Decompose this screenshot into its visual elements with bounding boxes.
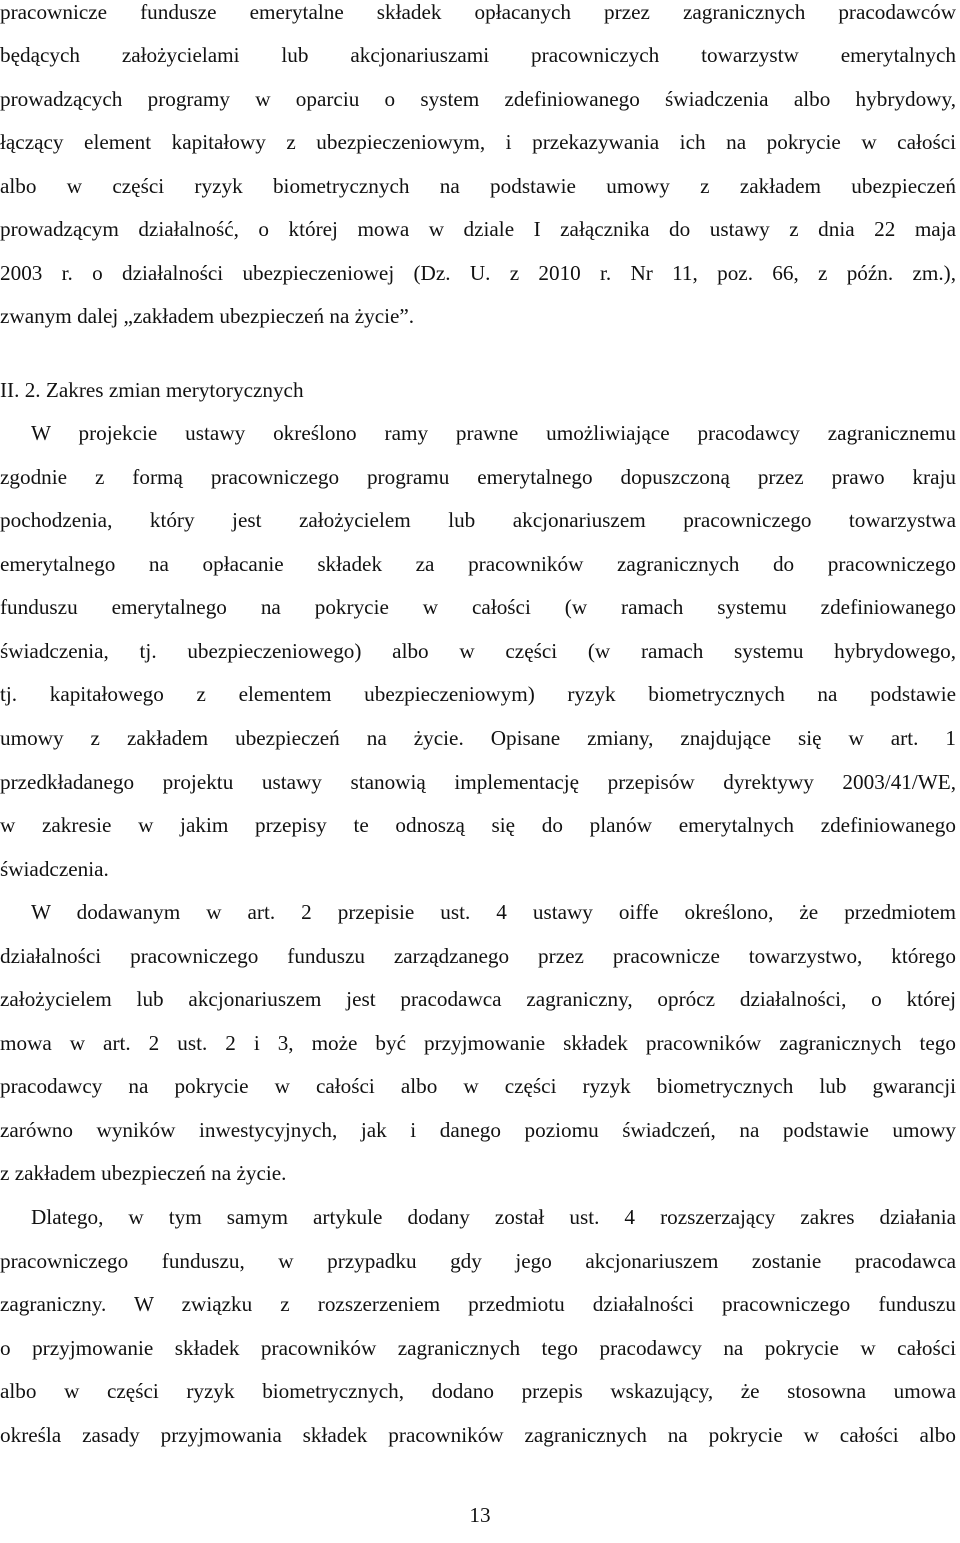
text-line: łączący element kapitałowy z ubezpieczeniowym, i przekazywania ich na pokrycie w całości bbox=[0, 130, 956, 154]
text-line: pochodzenia, który jest założycielem lub akcjonariuszem pracowniczego towarzystwa bbox=[0, 508, 956, 532]
text-line: umowy z zakładem ubezpieczeń na życie. Opisane zmiany, znajdujące się w art. 1 bbox=[0, 726, 956, 750]
page-number: 13 bbox=[469, 1503, 491, 1527]
text-line: Dlatego, w tym samym artykule dodany został ust. 4 rozszerzający zakres działania bbox=[31, 1205, 956, 1229]
text-line: pracodawcy na pokrycie w całości albo w części ryzyk biometrycznych lub gwarancji bbox=[0, 1074, 956, 1098]
text-line: o przyjmowanie składek pracowników zagranicznych tego pracodawcy na pokrycie w całości bbox=[0, 1336, 956, 1360]
text-line: zarówno wyników inwestycyjnych, jak i danego poziomu świadczeń, na podstawie umowy bbox=[0, 1118, 956, 1142]
text-line: będących założycielami lub akcjonariuszami pracowniczych towarzystw emerytalnych bbox=[0, 43, 956, 67]
text-line: świadczenia, tj. ubezpieczeniowego) albo w części (w ramach systemu hybrydowego, bbox=[0, 639, 956, 663]
text-line: zagraniczny. W związku z rozszerzeniem przedmiotu działalności pracowniczego funduszu bbox=[0, 1292, 956, 1316]
text-line: z zakładem ubezpieczeń na życie. bbox=[0, 1161, 287, 1185]
text-line: zgodnie z formą pracowniczego programu emerytalnego dopuszczoną przez prawo kraju bbox=[0, 465, 956, 489]
text-line: W projekcie ustawy określono ramy prawne umożliwiające pracodawcy zagranicznemu bbox=[31, 421, 956, 445]
text-line: pracownicze fundusze emerytalne składek opłacanych przez zagranicznych pracodawców bbox=[0, 0, 956, 24]
text-line: tj. kapitałowego z elementem ubezpieczeniowym) ryzyk biometrycznych na podstawie bbox=[0, 682, 956, 706]
text-line: określa zasady przyjmowania składek pracowników zagranicznych na pokrycie w całości albo bbox=[0, 1423, 956, 1447]
text-line: funduszu emerytalnego na pokrycie w całości (w ramach systemu zdefiniowanego bbox=[0, 595, 956, 619]
text-line: przedkładanego projektu ustawy stanowią implementację przepisów dyrektywy 2003/41/WE, bbox=[0, 770, 956, 794]
text-line: mowa w art. 2 ust. 2 i 3, może być przyjmowanie składek pracowników zagranicznych tego bbox=[0, 1031, 956, 1055]
text-line: prowadzącym działalność, o której mowa w dziale I załącznika do ustawy z dnia 22 maja bbox=[0, 217, 956, 241]
text-line: pracowniczego funduszu, w przypadku gdy jego akcjonariuszem zostanie pracodawca bbox=[0, 1249, 956, 1273]
text-line: działalności pracowniczego funduszu zarządzanego przez pracownicze towarzystwo, którego bbox=[0, 944, 956, 968]
text-line: 2003 r. o działalności ubezpieczeniowej (Dz. U. z 2010 r. Nr 11, poz. 66, z późn. zm.), bbox=[0, 261, 956, 285]
text-line: zwanym dalej „zakładem ubezpieczeń na życie”. bbox=[0, 304, 415, 328]
text-line: w zakresie w jakim przepisy te odnoszą się do planów emerytalnych zdefiniowanego bbox=[0, 813, 956, 837]
text-line: W dodawanym w art. 2 przepisie ust. 4 ustawy oiffe określono, że przedmiotem bbox=[31, 900, 956, 924]
text-line: prowadzących programy w oparciu o system zdefiniowanego świadczenia albo hybrydowy, bbox=[0, 87, 956, 111]
text-line: emerytalnego na opłacanie składek za pracowników zagranicznych do pracowniczego bbox=[0, 552, 956, 576]
section-heading: II. 2. Zakres zmian merytorycznych bbox=[0, 378, 304, 402]
text-line: świadczenia. bbox=[0, 857, 109, 881]
text-line: albo w części ryzyk biometrycznych na podstawie umowy z zakładem ubezpieczeń bbox=[0, 174, 956, 198]
text-line: albo w części ryzyk biometrycznych, dodano przepis wskazujący, że stosowna umowa bbox=[0, 1379, 956, 1403]
text-line: założycielem lub akcjonariuszem jest pracodawca zagraniczny, oprócz działalności, o której bbox=[0, 987, 956, 1011]
